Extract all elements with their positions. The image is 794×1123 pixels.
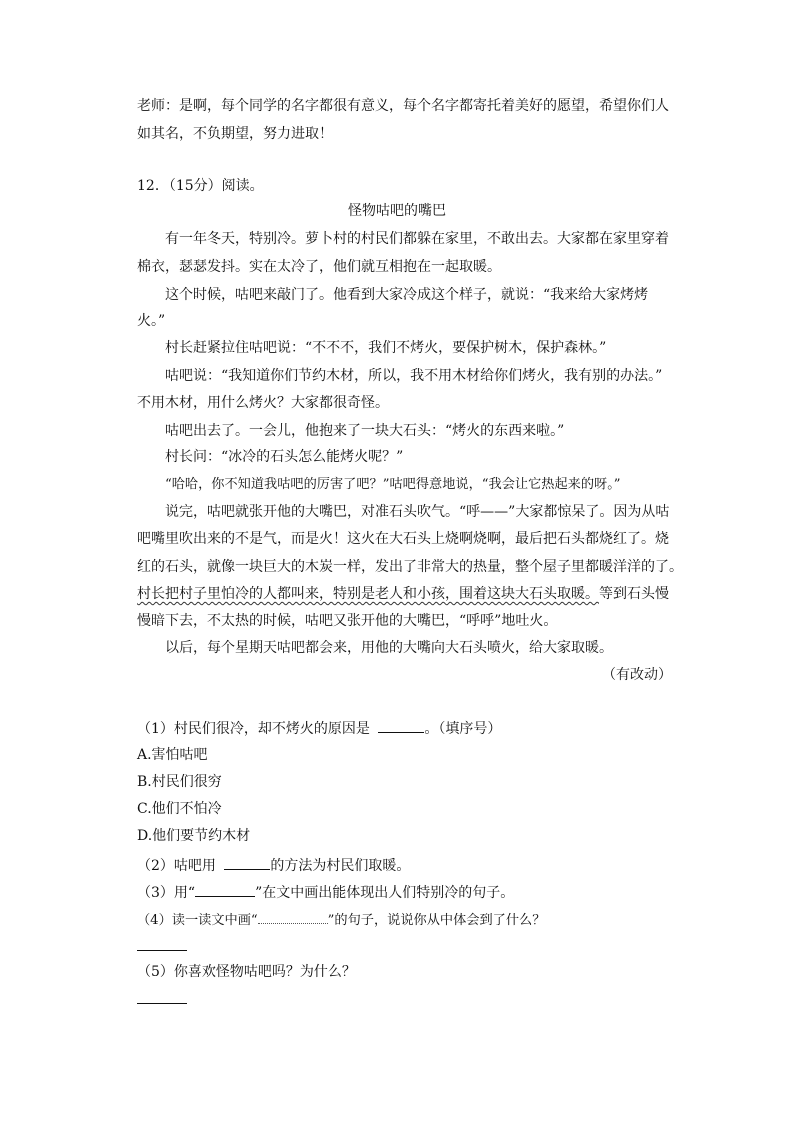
option-d: D.他们要节约木材	[137, 828, 251, 844]
option-a: A.害怕咕吧	[137, 747, 208, 763]
passage-p8-line5: 慢暗下去，不太热的时候，咕吧又张开他的大嘴巴，“呼呼”地吐火。	[137, 613, 558, 629]
subquestion-2-suffix: 的方法为村民们取暖。	[270, 858, 411, 874]
passage-p8-line3: 红的石头，就像一块巨大的木炭一样，发出了非常大的热量，整个屋子里都暖洋洋的了。	[137, 559, 683, 575]
source-note: （有改动）	[602, 667, 672, 683]
passage-p1-line2: 棉衣，瑟瑟发抖。实在太冷了，他们就互相抱在一起取暖。	[137, 259, 501, 275]
subquestion-5: （5）你喜欢怪物咕吧吗？为什么？	[137, 964, 356, 980]
passage-p5: 咕吧出去了。一会儿，他抱来了一块大石头：“烤火的东西来啦。”	[165, 423, 565, 439]
answer-blank-1[interactable]	[378, 717, 424, 733]
subquestion-4-prompt: （4）读一读文中画“	[137, 913, 258, 928]
subquestion-3	[137, 881, 514, 903]
option-b: B.村民们很穷	[137, 774, 222, 790]
wavy-underlined-sentence: 村长把村子里怕冷的人都叫来，特别是老人和小孩，围着这块大石头取暖。	[137, 586, 599, 602]
subquestion-4-suffix: ”的句子，说说你从中体会到了什么？	[327, 913, 546, 928]
passage-p8-line1: 说完，咕吧就张开他的大嘴巴，对准石头吹气。“呼——”大家都惊呆了。因为从咕	[165, 504, 670, 520]
subquestion-2-prompt: （2）咕吧用	[137, 858, 216, 874]
passage-p8-line2: 吧嘴里吹出来的不是气，而是火！这火在大石头上烧啊烧啊，最后把石头都烧红了。烧	[137, 531, 669, 547]
passage-p7: “哈哈，你不知道我咕吧的厉害了吧？”咕吧得意地说，“我会让它热起来的呀。”	[165, 477, 621, 492]
dialogue-line-1: 老师：是啊，每个同学的名字都很有意义，每个名字都寄托着美好的愿望，希望你们人	[137, 98, 669, 114]
subquestion-4	[137, 908, 545, 931]
passage-p8-line4	[137, 584, 669, 604]
passage-p3: 村长赶紧拉住咕吧说：“不不不，我们不烤火，要保护树木，保护森林。”	[165, 340, 607, 356]
passage-p4-line1: 咕吧说：“我知道你们节约木材，所以，我不用木材给你们烤火，我有别的办法。”	[165, 368, 663, 384]
passage-p1-line1: 有一年冬天，特别冷。萝卜村的村民们都躲在家里，不敢出去。大家都在家里穿着	[165, 231, 669, 247]
answer-line-5[interactable]	[137, 1003, 187, 1004]
passage-title: 怪物咕吧的嘴巴	[348, 203, 446, 219]
passage-p6: 村长问：“冰冷的石头怎么能烤火呢？”	[165, 449, 404, 465]
passage-p4-line2: 不用木材，用什么烤火？大家都很奇怪。	[137, 395, 389, 411]
dialogue-line-2: 如其名，不负期望，努力进取！	[137, 126, 333, 142]
straight-line-mark	[195, 881, 255, 897]
subquestion-2	[137, 854, 410, 876]
question-header: 12．（15分）阅读。	[137, 178, 264, 194]
option-c: C.他们不怕冷	[137, 801, 222, 817]
subquestion-3-prompt: （3）用“	[137, 885, 196, 901]
subquestion-1-prompt: （1）村民们很冷，却不烤火的原因是	[137, 721, 370, 737]
subquestion-1	[137, 717, 501, 739]
subquestion-3-suffix: ”在文中画出能体现出人们特别冷的句子。	[255, 885, 515, 901]
answer-line-4[interactable]	[137, 950, 187, 951]
passage-p2-line2: 火。”	[137, 313, 166, 329]
passage-p8-line4-rest: 等到石头慢	[599, 586, 669, 602]
passage-p2-line1: 这个时候，咕吧来敲门了。他看到大家冷成这个样子，就说：“我来给大家烤烤	[165, 287, 649, 303]
subquestion-1-suffix: 。（填序号）	[424, 721, 502, 737]
wavy-line-mark	[258, 908, 328, 924]
passage-p9: 以后，每个星期天咕吧都会来，用他的大嘴向大石头喷火，给大家取暖。	[165, 640, 613, 656]
answer-blank-2[interactable]	[224, 854, 270, 870]
